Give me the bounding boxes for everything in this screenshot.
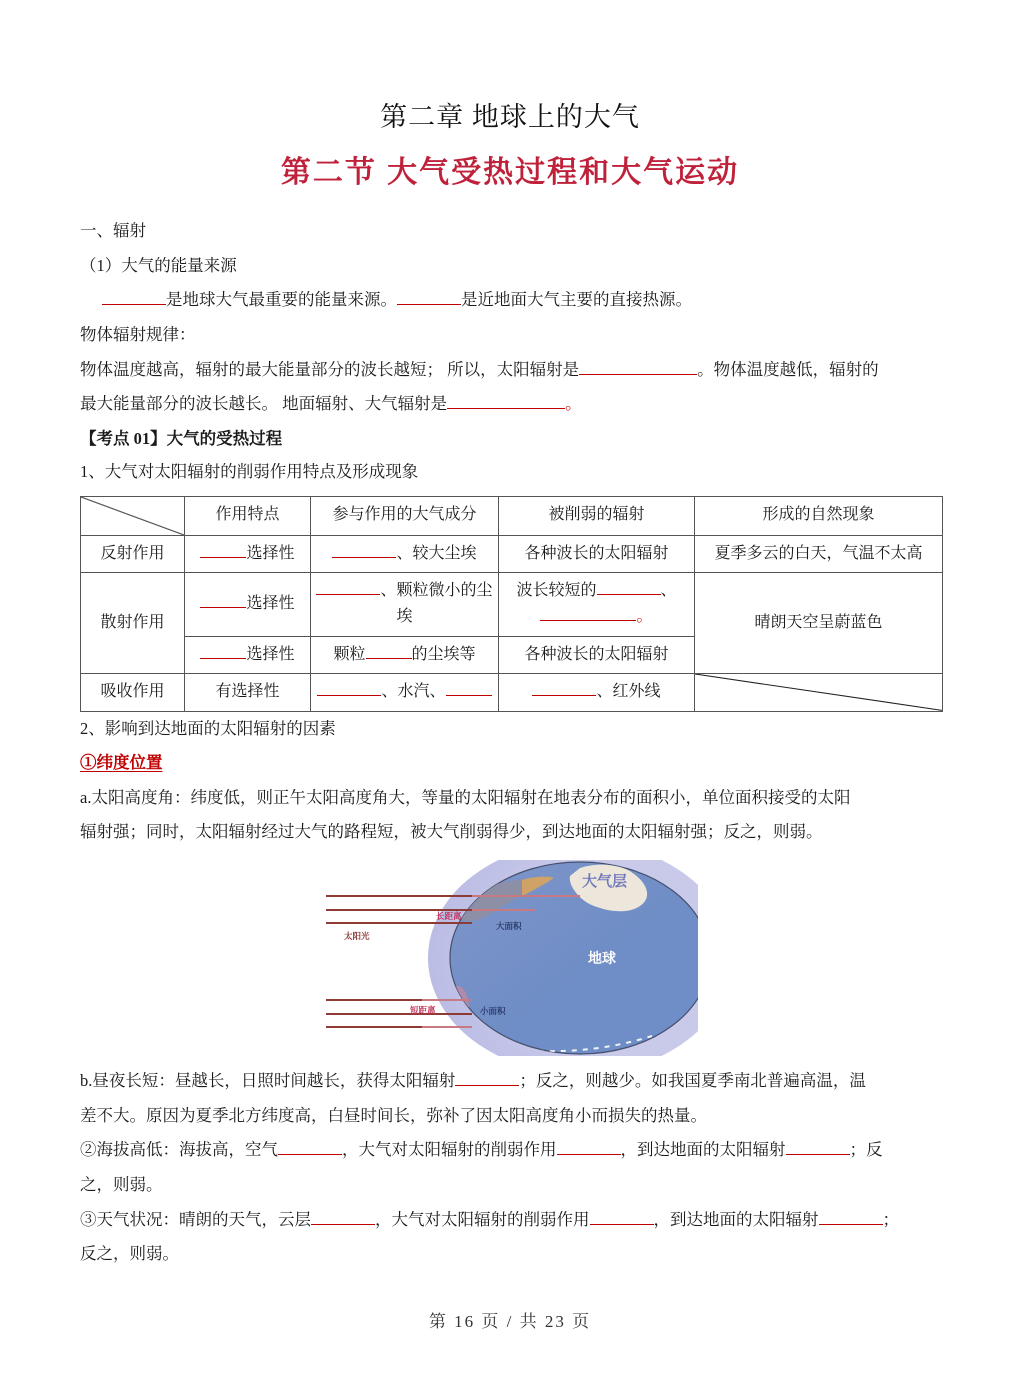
cell-radiation-scattering-b: 各种波长的太阳辐射 — [499, 636, 695, 673]
para-day-night-line2: 差不大。原因为夏季北方纬度高，白昼时间长，弥补了因太阳高度角小而损失的热量。 — [80, 1105, 707, 1125]
fill-blank[interactable] — [397, 304, 461, 305]
cell-feature-scattering-a — [185, 572, 311, 636]
table-header-radiation: 被削弱的辐射 — [499, 496, 695, 535]
cell-text: 。 — [636, 608, 653, 626]
cell-text: 、水汽、 — [381, 683, 446, 701]
para-text: ； — [882, 1209, 899, 1229]
weakening-effects-table — [80, 496, 943, 712]
fill-blank[interactable] — [597, 594, 661, 595]
cell-text: 、颗粒微小的尘埃 — [380, 581, 493, 626]
para-text: b.昼夜长短：昼越长，日照时间越长，获得太阳辐射 — [80, 1071, 456, 1091]
law-title: 物体辐射规律： — [80, 325, 196, 345]
cell-radiation-reflection: 各种波长的太阳辐射 — [499, 535, 695, 572]
para-text: ③天气状况：晴朗的天气，云层 — [80, 1209, 311, 1229]
page-footer: 第 16 页 / 共 23 页 — [428, 1312, 592, 1331]
para-text: ，到达地面的太阳辐射 — [653, 1209, 819, 1229]
fill-blank[interactable] — [366, 658, 412, 659]
cell-text: 的尘埃等 — [411, 645, 476, 663]
list-item-2: 2、影响到达地面的太阳辐射的因素 — [80, 718, 336, 738]
item-latitude-position — [80, 746, 940, 781]
cell-text: 、较大尘埃 — [396, 544, 477, 562]
fill-blank[interactable] — [455, 1085, 519, 1086]
para-weather-line2: 反之，则弱。 — [80, 1244, 179, 1264]
law-text-b1: 最大能量部分的波长越长。 地面辐射、大气辐射是 — [80, 394, 448, 414]
energy-source-text-b: 是近地面大气主要的直接热源。 — [461, 290, 692, 310]
para-altitude-line2: 之，则弱。 — [80, 1175, 163, 1195]
table-row — [81, 674, 943, 711]
fill-blank[interactable] — [557, 1154, 621, 1155]
cell-feature-scattering-b — [185, 636, 311, 673]
diagram-svg — [322, 860, 698, 1056]
label-atmosphere: 大气层 — [582, 873, 628, 891]
cell-component-reflection — [311, 535, 499, 572]
section-title: 第二节 大气受热过程和大气运动 — [280, 156, 740, 190]
fill-blank[interactable] — [200, 658, 246, 659]
cell-component-absorption — [311, 674, 499, 711]
fill-blank[interactable] — [278, 1154, 342, 1155]
fill-blank[interactable] — [311, 1224, 375, 1225]
cell-text: 选择性 — [246, 544, 295, 562]
label-sunlight: 太阳光 — [344, 931, 370, 942]
energy-source-text-a: 是地球大气最重要的能量来源。 — [166, 290, 397, 310]
fill-blank[interactable] — [316, 594, 380, 595]
law-line-2 — [80, 387, 940, 422]
para-text: ，大气对太阳辐射的削弱作用 — [375, 1209, 590, 1229]
cell-text: 选择性 — [246, 595, 295, 613]
energy-source-sentence — [80, 283, 940, 318]
row-label-absorption: 吸收作用 — [81, 674, 185, 711]
cell-feature-absorption: 有选择性 — [185, 674, 311, 711]
item-latitude-label: ①纬度位置 — [80, 753, 163, 773]
chapter-title: 第二章 地球上的大气 — [380, 102, 640, 132]
fill-blank[interactable] — [579, 374, 697, 375]
cell-text: 、红外线 — [596, 683, 661, 701]
fill-blank[interactable] — [332, 557, 396, 558]
label-short-distance: 短距离 — [410, 1005, 436, 1016]
table-row — [81, 572, 943, 636]
para-altitude-line1 — [80, 1133, 940, 1168]
label-earth: 地球 — [588, 950, 616, 967]
cell-radiation-absorption — [499, 674, 695, 711]
para-solar-altitude-line2: 辐射强；同时，太阳辐射经过大气的路程短，被大气削弱得少，到达地面的太阳辐射强；反之，则弱。 — [80, 822, 823, 842]
table-header-component: 参与作用的大气成分 — [311, 496, 499, 535]
label-small-area: 小面积 — [480, 1006, 506, 1017]
table-row — [81, 535, 943, 572]
label-long-distance: 长距离 — [436, 911, 462, 922]
cell-text: 选择性 — [246, 645, 295, 663]
earth-atmosphere-diagram — [322, 860, 698, 1056]
cell-component-scattering-b — [311, 636, 499, 673]
list-item-1: 1、大气对太阳辐射的削弱作用特点及形成现象 — [80, 461, 419, 481]
cell-phenomenon-absorption-diagonal-icon — [695, 674, 943, 711]
fill-blank[interactable] — [102, 304, 166, 305]
fill-blank[interactable] — [590, 1224, 654, 1225]
para-weather-line1 — [80, 1203, 940, 1238]
subheading-energy-source: （1）大气的能量来源 — [80, 255, 237, 275]
label-large-area: 大面积 — [496, 921, 522, 932]
law-text-a2: 。物体温度越低，辐射的 — [697, 359, 879, 379]
para-text: ，到达地面的太阳辐射 — [620, 1140, 786, 1160]
fill-blank[interactable] — [200, 557, 246, 558]
law-text-b2: 。 — [565, 394, 582, 414]
para-solar-altitude-line1: a.太阳高度角：纬度低，则正午太阳高度角大，等量的太阳辐射在地表分布的面积小，单位面积接受的太阳 — [80, 787, 851, 807]
para-day-night-line1 — [80, 1064, 940, 1099]
fill-blank[interactable] — [446, 695, 492, 696]
cell-text: 颗粒 — [333, 645, 366, 663]
fill-blank[interactable] — [200, 607, 246, 608]
cell-text: 波长较短的 — [516, 581, 597, 599]
table-corner-diagonal-icon — [81, 496, 185, 535]
heading-radiation: 一、辐射 — [80, 221, 146, 241]
fill-blank[interactable] — [540, 620, 636, 621]
fill-blank[interactable] — [447, 408, 565, 409]
cell-component-scattering-a — [311, 572, 499, 636]
row-label-reflection: 反射作用 — [81, 535, 185, 572]
para-text: ；反之，则越少。如我国夏季南北普遍高温，温 — [519, 1071, 866, 1091]
law-line-1 — [80, 353, 940, 388]
cell-feature-reflection — [185, 535, 311, 572]
row-label-scattering: 散射作用 — [81, 572, 185, 673]
fill-blank[interactable] — [532, 695, 596, 696]
figure-container — [80, 860, 940, 1056]
para-text: ；反 — [849, 1140, 883, 1160]
fill-blank[interactable] — [786, 1154, 850, 1155]
cell-text: 、 — [660, 581, 677, 599]
table-header-phenomenon: 形成的自然现象 — [695, 496, 943, 535]
para-text: ②海拔高低：海拔高，空气 — [80, 1140, 278, 1160]
cell-phenomenon-scattering: 晴朗天空呈蔚蓝色 — [695, 572, 943, 673]
table-header-feature: 作用特点 — [185, 496, 311, 535]
cell-phenomenon-reflection: 夏季多云的白天，气温不太高 — [695, 535, 943, 572]
kaodian-01-heading: 【考点 01】大气的受热过程 — [80, 428, 283, 448]
para-text: ，大气对太阳辐射的削弱作用 — [342, 1140, 557, 1160]
fill-blank[interactable] — [317, 695, 381, 696]
cell-radiation-scattering-a — [499, 572, 695, 636]
fill-blank[interactable] — [819, 1224, 883, 1225]
table-header-row — [81, 496, 943, 535]
law-text-a1: 物体温度越高，辐射的最大能量部分的波长越短； 所以，太阳辐射是 — [80, 359, 580, 379]
